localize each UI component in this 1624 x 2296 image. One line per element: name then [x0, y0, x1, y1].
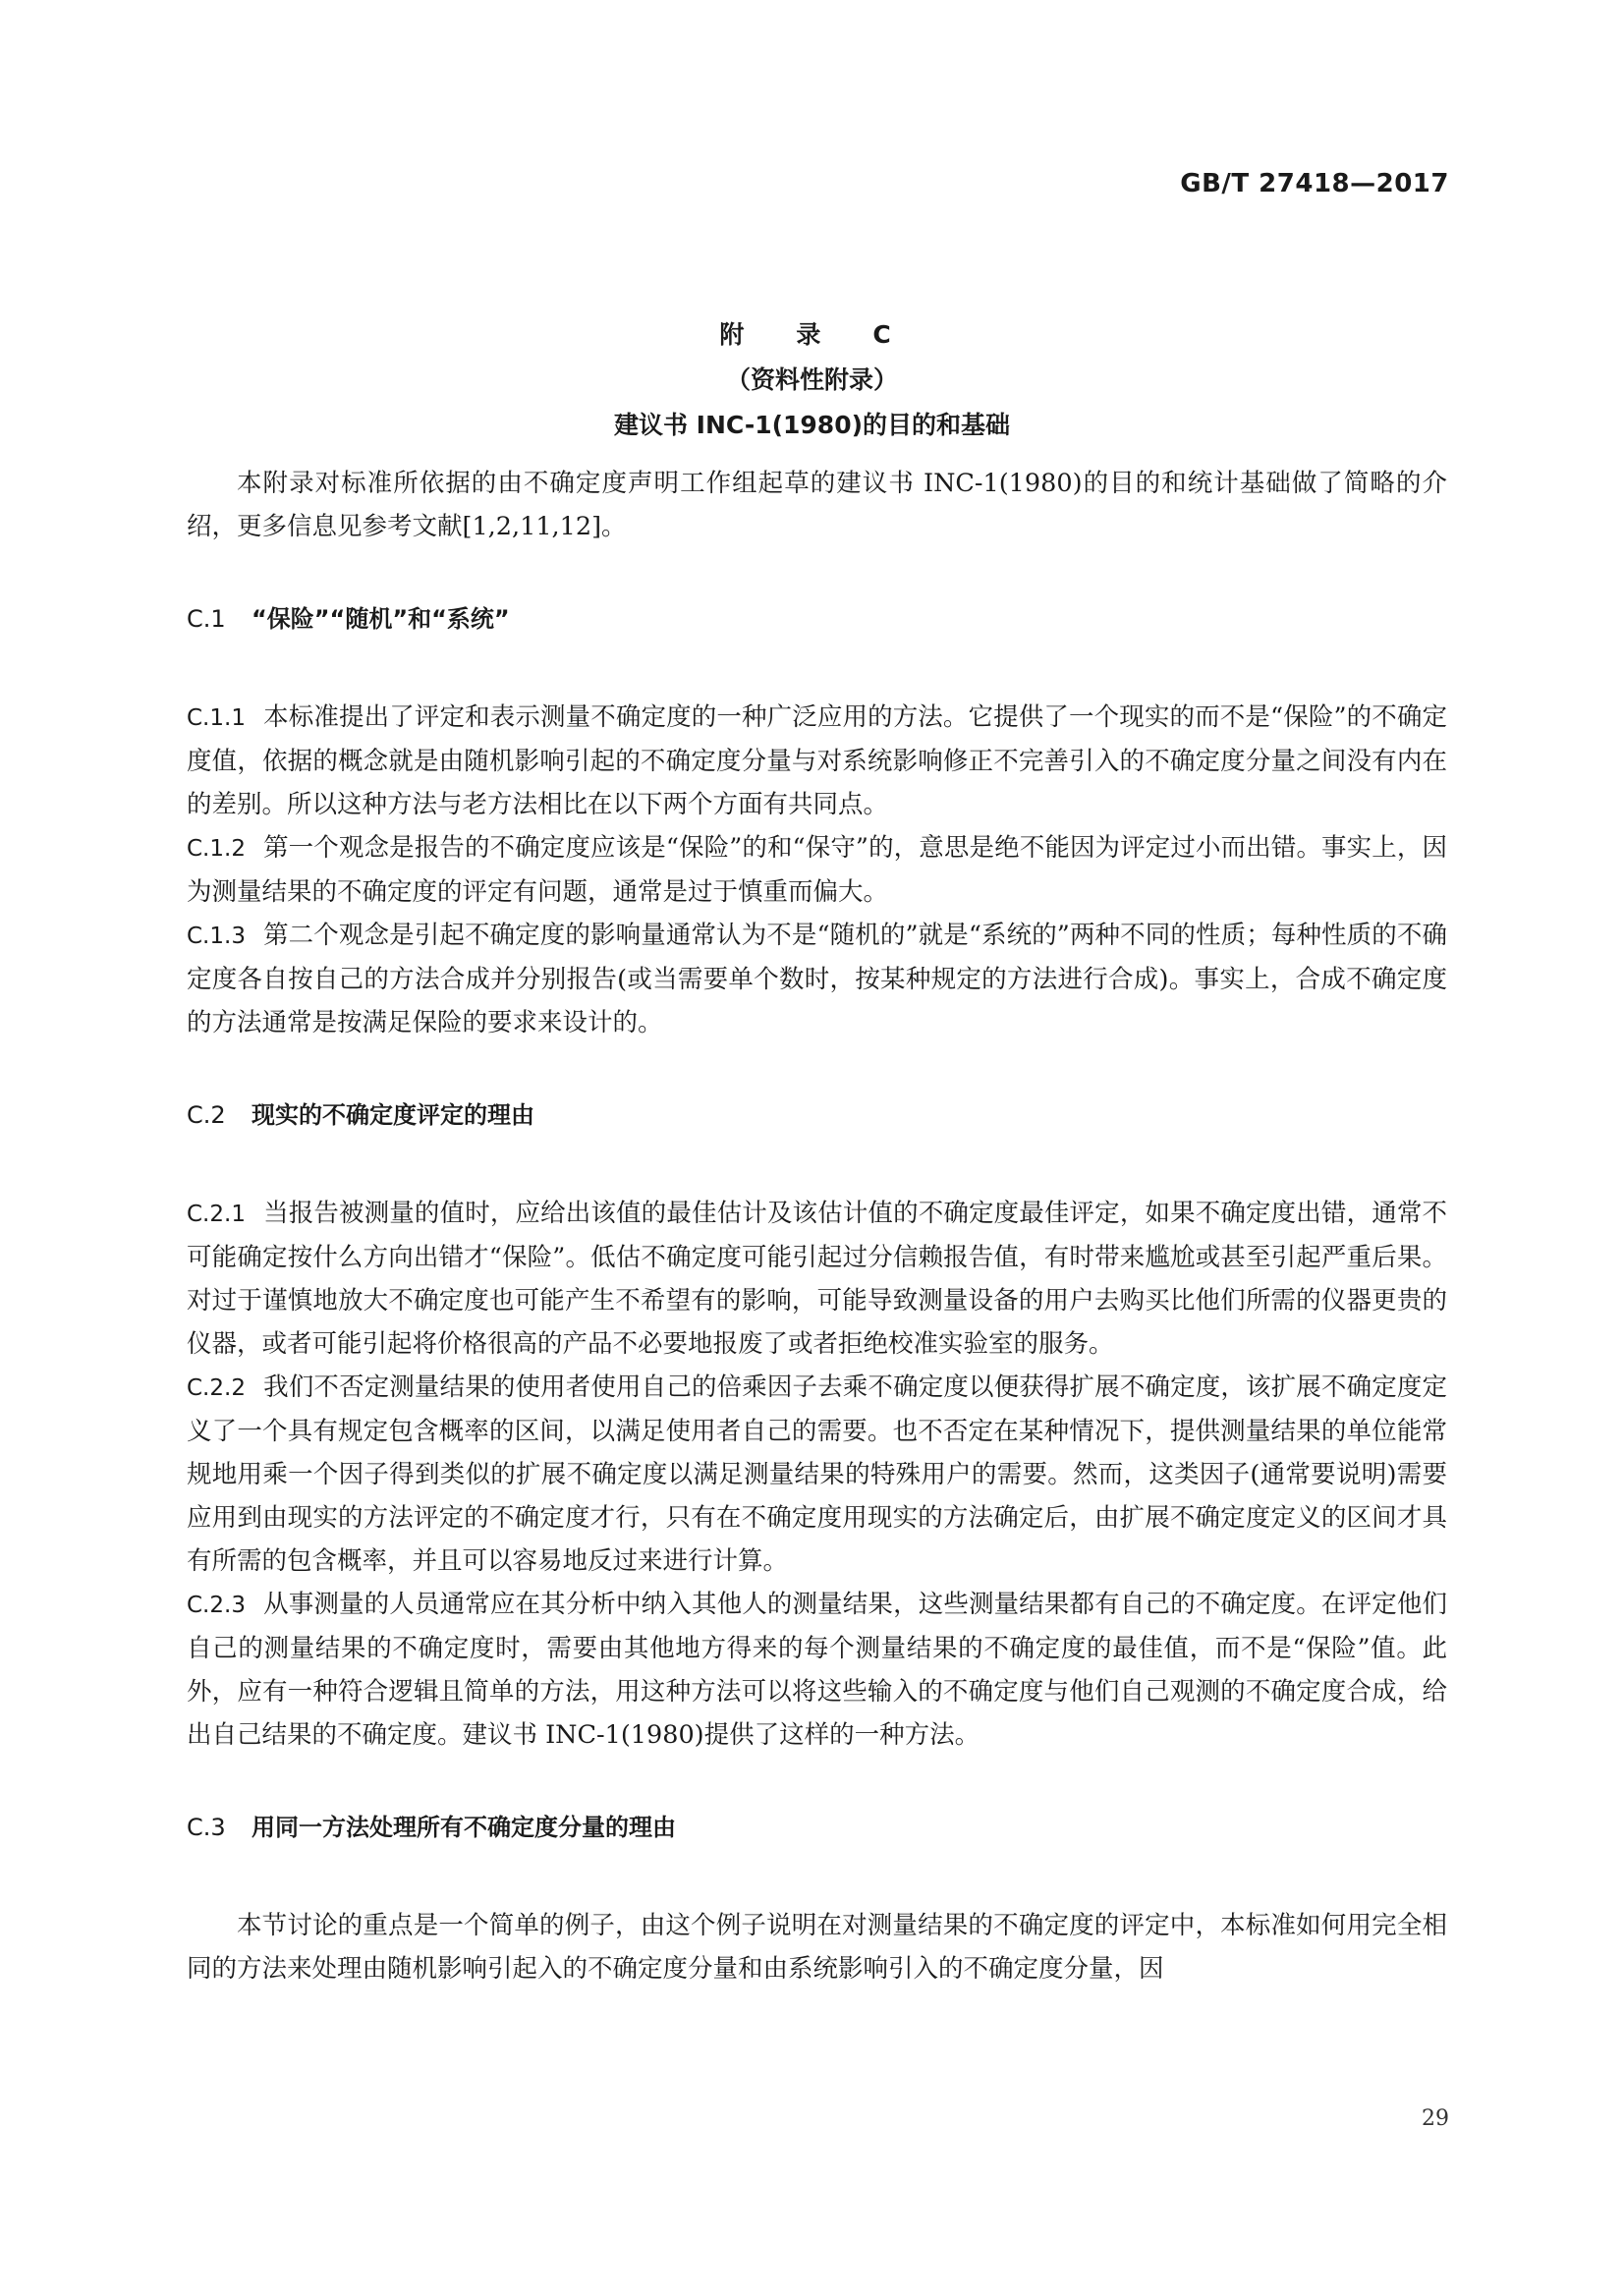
- clause-c2-2: [187, 1366, 1447, 1583]
- clause-c2-1: [187, 1192, 1447, 1366]
- clause-c2-3: [187, 1583, 1447, 1757]
- section-heading-c3: [187, 1808, 1447, 1847]
- clause-text: 当报告被测量的值时，应给出该值的最佳估计及该估计值的不确定度最佳评定，如果不确定度出错，通常不可能确定按什么方向出错才“保险”。低估不确定度可能引起过分信赖报告值，有时带来尴尬或甚至引起严重后果。对过于谨慎地放大不确定度也可能产生不希望有的影响，可能导致测量设备的用户去购买比他们所需的仪器更贵的仪器，或者可能引起将价格很高的产品不必要地报废了或者拒绝校准实验室的服务。: [187, 1199, 1447, 1359]
- section-title: “保险”“随机”和“系统”: [252, 605, 510, 633]
- section-c3-paragraph: 本节讨论的重点是一个简单的例子，由这个例子说明在对测量结果的不确定度的评定中，本标准如何用完全相同的方法来处理由随机影响引起入的不确定度分量和由系统影响引入的不确定度分量，因: [187, 1911, 1447, 1984]
- clause-c1-1: [187, 696, 1447, 826]
- clause-text: 第二个观念是引起不确定度的影响量通常认为不是“随机的”就是“系统的”两种不同的性质；每种性质的不确定度各自按自己的方法合成并分别报告(或当需要单个数时，按某种规定的方法进行合成)。事实上，合成不确定度的方法通常是按满足保险的要求来设计的。: [187, 921, 1447, 1037]
- section-heading-c1: [187, 599, 1447, 639]
- clause-text: 本标准提出了评定和表示测量不确定度的一种广泛应用的方法。它提供了一个现实的而不是“保险”的不确定度值，依据的概念就是由随机影响引起的不确定度分量与对系统影响修正不完善引入的不确定度分量之间没有内在的差别。所以这种方法与老方法相比在以下两个方面有共同点。: [187, 702, 1447, 819]
- clause-number: C.2.3: [187, 1593, 246, 1618]
- clause-c1-2: [187, 826, 1447, 914]
- intro-paragraph: 本附录对标准所依据的由不确定度声明工作组起草的建议书 INC-1(1980)的目的和统计基础做了简略的介绍，更多信息见参考文献[1,2,11,12]。: [187, 469, 1447, 541]
- clause-c1-3: [187, 914, 1447, 1044]
- page-number: 29: [1422, 2106, 1449, 2131]
- section-heading-c2: [187, 1095, 1447, 1135]
- appendix-label: 附 录 C: [719, 320, 905, 349]
- section-title: 用同一方法处理所有不确定度分量的理由: [252, 1814, 676, 1841]
- clause-text: 从事测量的人员通常应在其分析中纳入其他人的测量结果，这些测量结果都有自己的不确定度。在评定他们自己的测量结果的不确定度时，需要由其他地方得来的每个测量结果的不确定度的最佳值，而不是“保险”值。此外，应有一种符合逻辑且简单的方法，用这种方法可以将这些输入的不确定度与他们自己观测的不确定度合成，给出自己结果的不确定度。建议书 INC-1(1980)提供了这样的一种方法。: [187, 1590, 1447, 1750]
- section-number: C.2: [187, 1101, 226, 1129]
- appendix-title: 建议书 INC-1(1980)的目的和基础: [613, 411, 1011, 439]
- clause-text: 我们不否定测量结果的使用者使用自己的倍乘因子去乘不确定度以便获得扩展不确定度，该扩展不确定度定义了一个具有规定包含概率的区间，以满足使用者自己的需要。也不否定在某种情况下，提供测量结果的单位能常规地用乘一个因子得到类似的扩展不确定度以满足测量结果的特殊用户的需要。然而，这类因子(通常要说明)需要应用到由现实的方法评定的不确定度才行，只有在不确定度用现实的方法确定后，由扩展不确定度定义的区间才具有所需的包含概率，并且可以容易地反过来进行计算。: [187, 1372, 1447, 1576]
- document-body: [187, 462, 1447, 1990]
- clause-text: 第一个观念是报告的不确定度应该是“保险”的和“保守”的，意思是绝不能因为评定过小而出错。事实上，因为测量结果的不确定度的评定有问题，通常是过于慎重而偏大。: [187, 833, 1447, 907]
- clause-number: C.1.1: [187, 705, 246, 731]
- appendix-title-block: [0, 312, 1624, 448]
- clause-number: C.1.2: [187, 836, 246, 862]
- section-title: 现实的不确定度评定的理由: [252, 1101, 534, 1129]
- appendix-nature: （资料性附录）: [725, 365, 898, 394]
- section-number: C.1: [187, 605, 226, 633]
- standard-code: GB/T 27418—2017: [1180, 169, 1449, 198]
- clause-number: C.2.2: [187, 1375, 246, 1401]
- section-number: C.3: [187, 1814, 226, 1841]
- clause-number: C.1.3: [187, 924, 246, 949]
- clause-number: C.2.1: [187, 1202, 246, 1227]
